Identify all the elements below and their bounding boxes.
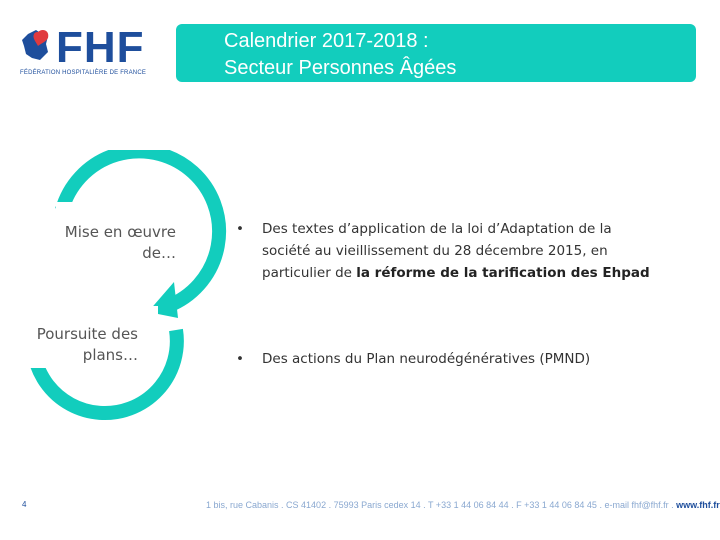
cycle-item-continuation: Poursuite des plans… — [36, 325, 138, 364]
bullet-marker: • — [236, 351, 244, 367]
footer-contact — [206, 500, 720, 510]
france-map-icon — [20, 28, 52, 64]
logo-subtitle: FÉDÉRATION HOSPITALIÈRE DE FRANCE — [20, 70, 147, 76]
logo-text: FHF — [56, 23, 145, 72]
page-number: 4 — [22, 500, 27, 509]
cycle-diagram — [0, 150, 240, 450]
slide-title-line-2: Secteur Personnes Âgées — [224, 57, 457, 79]
bullet-item — [236, 348, 656, 370]
footer-website[interactable]: www.fhf.fr — [676, 500, 720, 510]
title-banner — [176, 24, 696, 82]
bullet-text-bold: la réforme de la tarification des Ehpad — [356, 265, 650, 281]
bullet-text: Des actions du Plan neurodégénératives (PMND) — [262, 351, 591, 367]
footer-address: 1 bis, rue Cabanis . CS 41402 . 75993 Paris cedex 14 . T +33 1 44 06 84 44 . F +33 1 44 06 84 45 . e-mail fhf@fhf.fr . — [206, 500, 677, 510]
bullet-item — [236, 218, 656, 284]
slide-title-line-1: Calendrier 2017-2018 : — [224, 30, 429, 52]
cycle-item-implementation: Mise en œuvre de… — [64, 223, 176, 262]
fhf-logo — [18, 22, 147, 82]
bullet-text: Des textes d’application de la loi d’Adaptation de la société au vieillissement du 28 décembre 2015, en particulier de — [262, 221, 612, 281]
bullet-marker: • — [236, 221, 244, 237]
